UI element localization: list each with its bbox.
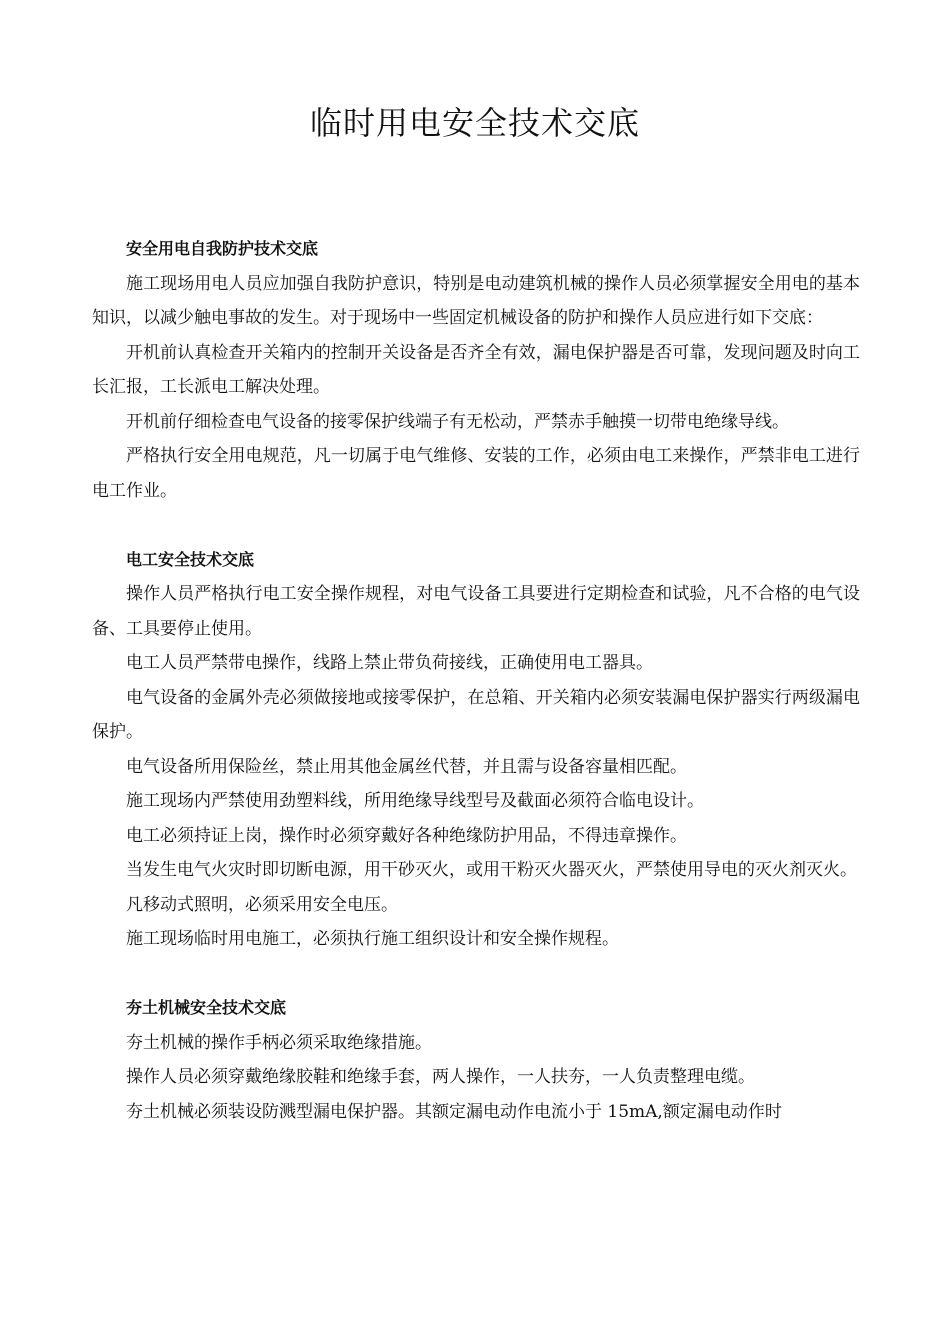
paragraph: 操作人员严格执行电工安全操作规程，对电气设备工具要进行定期检查和试验，凡不合格的电气设备、工具要停止使用。 bbox=[92, 584, 860, 639]
paragraph: 开机前认真检查开关箱内的控制开关设备是否齐全有效，漏电保护器是否可靠，发现问题及时向工长汇报，工长派电工解决处理。 bbox=[92, 342, 860, 397]
section-spacer bbox=[92, 957, 860, 992]
paragraph: 夯土机械的操作手柄必须采取绝缘措施。 bbox=[126, 1032, 432, 1053]
paragraph: 电工人员严禁带电操作，线路上禁止带负荷接线，正确使用电工器具。 bbox=[126, 653, 653, 673]
paragraph: 夯土机械必须装设防溅型漏电保护器。其额定漏电动作电流小于 15mA,额定漏电动作时 bbox=[126, 1101, 782, 1122]
paragraph: 施工现场内严禁使用劲塑料线，所用绝缘导线型号及截面必须符合临电设计。 bbox=[126, 791, 704, 811]
paragraph: 严格执行安全用电规范，凡一切属于电气维修、安装的工作，必须由电工来操作，严禁非电工进行电工作业。 bbox=[92, 446, 860, 501]
paragraph: 开机前仔细检查电气设备的接零保护线端子有无松动，严禁赤手触摸一切带电绝缘导线。 bbox=[126, 411, 789, 432]
paragraph: 施工现场用电人员应加强自我防护意识，特别是电动建筑机械的操作人员必须掌握安全用电的基本知识，以减少触电事故的发生。对于现场中一些固定机械设备的防护和操作人员应进行如下交底： bbox=[92, 273, 860, 328]
paragraph: 电工必须持证上岗，操作时必须穿戴好各种绝缘防护用品，不得违章操作。 bbox=[126, 825, 687, 846]
section-self-protection bbox=[92, 232, 860, 508]
document-title: 临时用电安全技术交底 bbox=[309, 104, 640, 142]
section-electrician-safety bbox=[92, 543, 860, 957]
document-body bbox=[92, 232, 860, 1129]
paragraph: 施工现场临时用电施工，必须执行施工组织设计和安全操作规程。 bbox=[126, 929, 619, 949]
section-heading: 夯土机械安全技术交底 bbox=[126, 998, 287, 1017]
paragraph: 电气设备所用保险丝，禁止用其他金属丝代替，并且需与设备容量相匹配。 bbox=[126, 756, 687, 777]
section-tamping-machinery bbox=[92, 991, 860, 1129]
paragraph: 操作人员必须穿戴绝缘胶鞋和绝缘手套，两人操作，一人扶夯，一人负责整理电缆。 bbox=[126, 1067, 755, 1087]
paragraph: 凡移动式照明，必须采用安全电压。 bbox=[126, 894, 398, 915]
paragraph: 电气设备的金属外壳必须做接地或接零保护，在总箱、开关箱内必须安装漏电保护器实行两级漏电保护。 bbox=[92, 687, 860, 742]
section-spacer bbox=[92, 508, 860, 543]
paragraph: 当发生电气火灾时即切断电源，用干砂灭火，或用干粉灭火器灭火，严禁使用导电的灭火剂灭火。 bbox=[126, 860, 857, 880]
section-heading: 安全用电自我防护技术交底 bbox=[126, 239, 319, 258]
section-heading: 电工安全技术交底 bbox=[126, 549, 255, 569]
